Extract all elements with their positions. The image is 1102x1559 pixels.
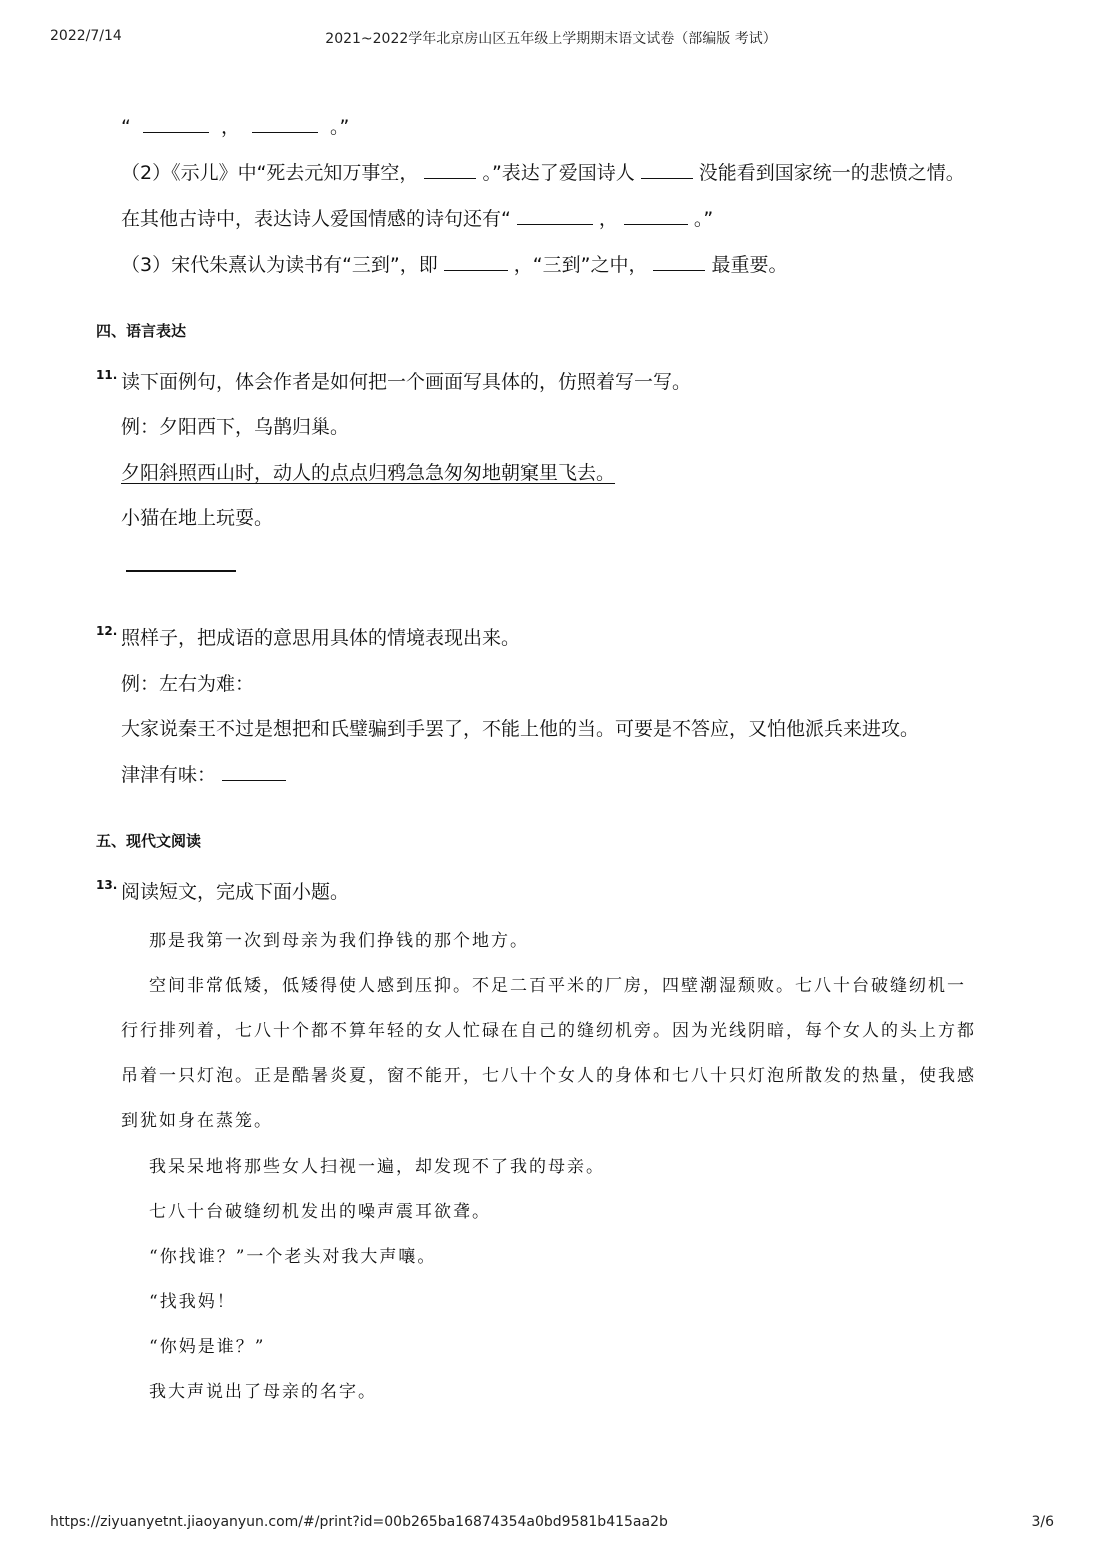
section-title-5: 五、现代文阅读 xyxy=(96,832,202,850)
answer-blank[interactable] xyxy=(143,114,209,133)
answer-blank[interactable] xyxy=(641,160,693,179)
page-number: 3/6 xyxy=(1031,1514,1054,1530)
q10-line1 xyxy=(121,114,349,139)
passage-paragraph: “你妈是谁？” xyxy=(149,1337,266,1357)
q11-prompt: 读下面例句，体会作者是如何把一个画面写具体的，仿照着写一写。 xyxy=(121,371,692,393)
question-number-13: 13. xyxy=(96,878,118,892)
q12-example-text: 大家说秦王不过是想把和氏璧骗到手罢了，不能上他的当。可要是不答应，又怕他派兵来进攻。 xyxy=(121,718,920,740)
answer-blank[interactable] xyxy=(252,114,318,133)
q11-example-expanded: 夕阳斜照西山时，动人的点点归鸦急急匆匆地朝窠里飞去。 xyxy=(121,462,616,484)
q10-l3-text-a: 在其他古诗中，表达诗人爱国情感的诗句还有“ xyxy=(121,208,511,230)
passage-paragraph: 空间非常低矮，低矮得使人感到压抑。不足二百平米的厂房，四壁潮湿颓败。七八十台破缝纫机一 xyxy=(149,976,966,996)
q12-prompt: 照样子，把成语的意思用具体的情境表现出来。 xyxy=(121,627,521,649)
answer-blank[interactable] xyxy=(624,206,688,225)
passage-paragraph: “你找谁？”一个老头对我大声嚷。 xyxy=(149,1247,437,1267)
q12-task-label: 津津有味： xyxy=(121,764,217,786)
answer-blank[interactable] xyxy=(517,206,593,225)
q10-l4-text-b: ，“三到”之中， xyxy=(513,254,648,276)
q10-l2-text-b: 。”表达了爱国诗人 xyxy=(482,162,635,184)
passage-paragraph: 我大声说出了母亲的名字。 xyxy=(149,1382,377,1402)
passage-paragraph: 吊着一只灯泡。正是酷暑炎夏，窗不能开，七八十个女人的身体和七八十只灯泡所散发的热量，使我感 xyxy=(121,1066,976,1086)
answer-blank[interactable] xyxy=(653,252,705,271)
q10-l3-comma: ， xyxy=(598,208,618,230)
header-date: 2022/7/14 xyxy=(50,28,122,44)
q10-line2 xyxy=(121,160,965,185)
header-title: 2021~2022学年北京房山区五年级上学期期末语文试卷（部编版 考试） xyxy=(325,31,777,47)
footer-url[interactable]: https://ziyuanyetnt.jiaoyanyun.com/#/print?id=00b265ba16874354a0bd9581b415aa2b xyxy=(50,1514,668,1530)
answer-blank[interactable] xyxy=(424,160,476,179)
q12-example: 例：左右为难： xyxy=(121,673,255,695)
q12-task xyxy=(121,762,292,787)
q10-l3-close: 。” xyxy=(693,208,714,230)
passage-paragraph: 我呆呆地将那些女人扫视一遍，却发现不了我的母亲。 xyxy=(149,1157,605,1177)
question-number-12: 12. xyxy=(96,624,118,638)
passage-paragraph: 那是我第一次到母亲为我们挣钱的那个地方。 xyxy=(149,931,529,951)
q11-example: 例：夕阳西下，乌鹊归巢。 xyxy=(121,416,350,438)
passage-paragraph: 行行排列着，七八十个都不算年轻的女人忙碌在自己的缝纫机旁。因为光线阴暗，每个女人的头上方都 xyxy=(121,1021,976,1041)
q10-l4-text-a: （3）宋代朱熹认为读书有“三到”，即 xyxy=(121,254,438,276)
q10-l1-open: “ xyxy=(121,116,131,138)
q13-prompt: 阅读短文，完成下面小题。 xyxy=(121,881,350,903)
q10-l1-close: 。” xyxy=(330,116,350,138)
section-title-4: 四、语言表达 xyxy=(96,322,187,340)
q11-task: 小猫在地上玩耍。 xyxy=(121,507,274,529)
answer-blank[interactable] xyxy=(444,252,508,271)
q11-answer-line[interactable] xyxy=(126,570,236,572)
q10-l2-text-c: 没能看到国家统一的悲愤之情。 xyxy=(698,162,965,184)
passage-paragraph: 七八十台破缝纫机发出的噪声震耳欲聋。 xyxy=(149,1202,491,1222)
q10-l4-text-c: 最重要。 xyxy=(711,254,788,276)
answer-blank[interactable] xyxy=(222,762,286,781)
q10-l1-comma: ， xyxy=(220,116,240,138)
passage-paragraph: 到犹如身在蒸笼。 xyxy=(121,1111,273,1131)
q10-l2-text-a: （2）《示儿》中“死去元知万事空， xyxy=(121,162,419,184)
q10-line3 xyxy=(121,206,713,231)
question-number-11: 11. xyxy=(96,368,118,382)
passage-paragraph: “找我妈！ xyxy=(149,1292,236,1312)
q10-line4 xyxy=(121,252,787,277)
